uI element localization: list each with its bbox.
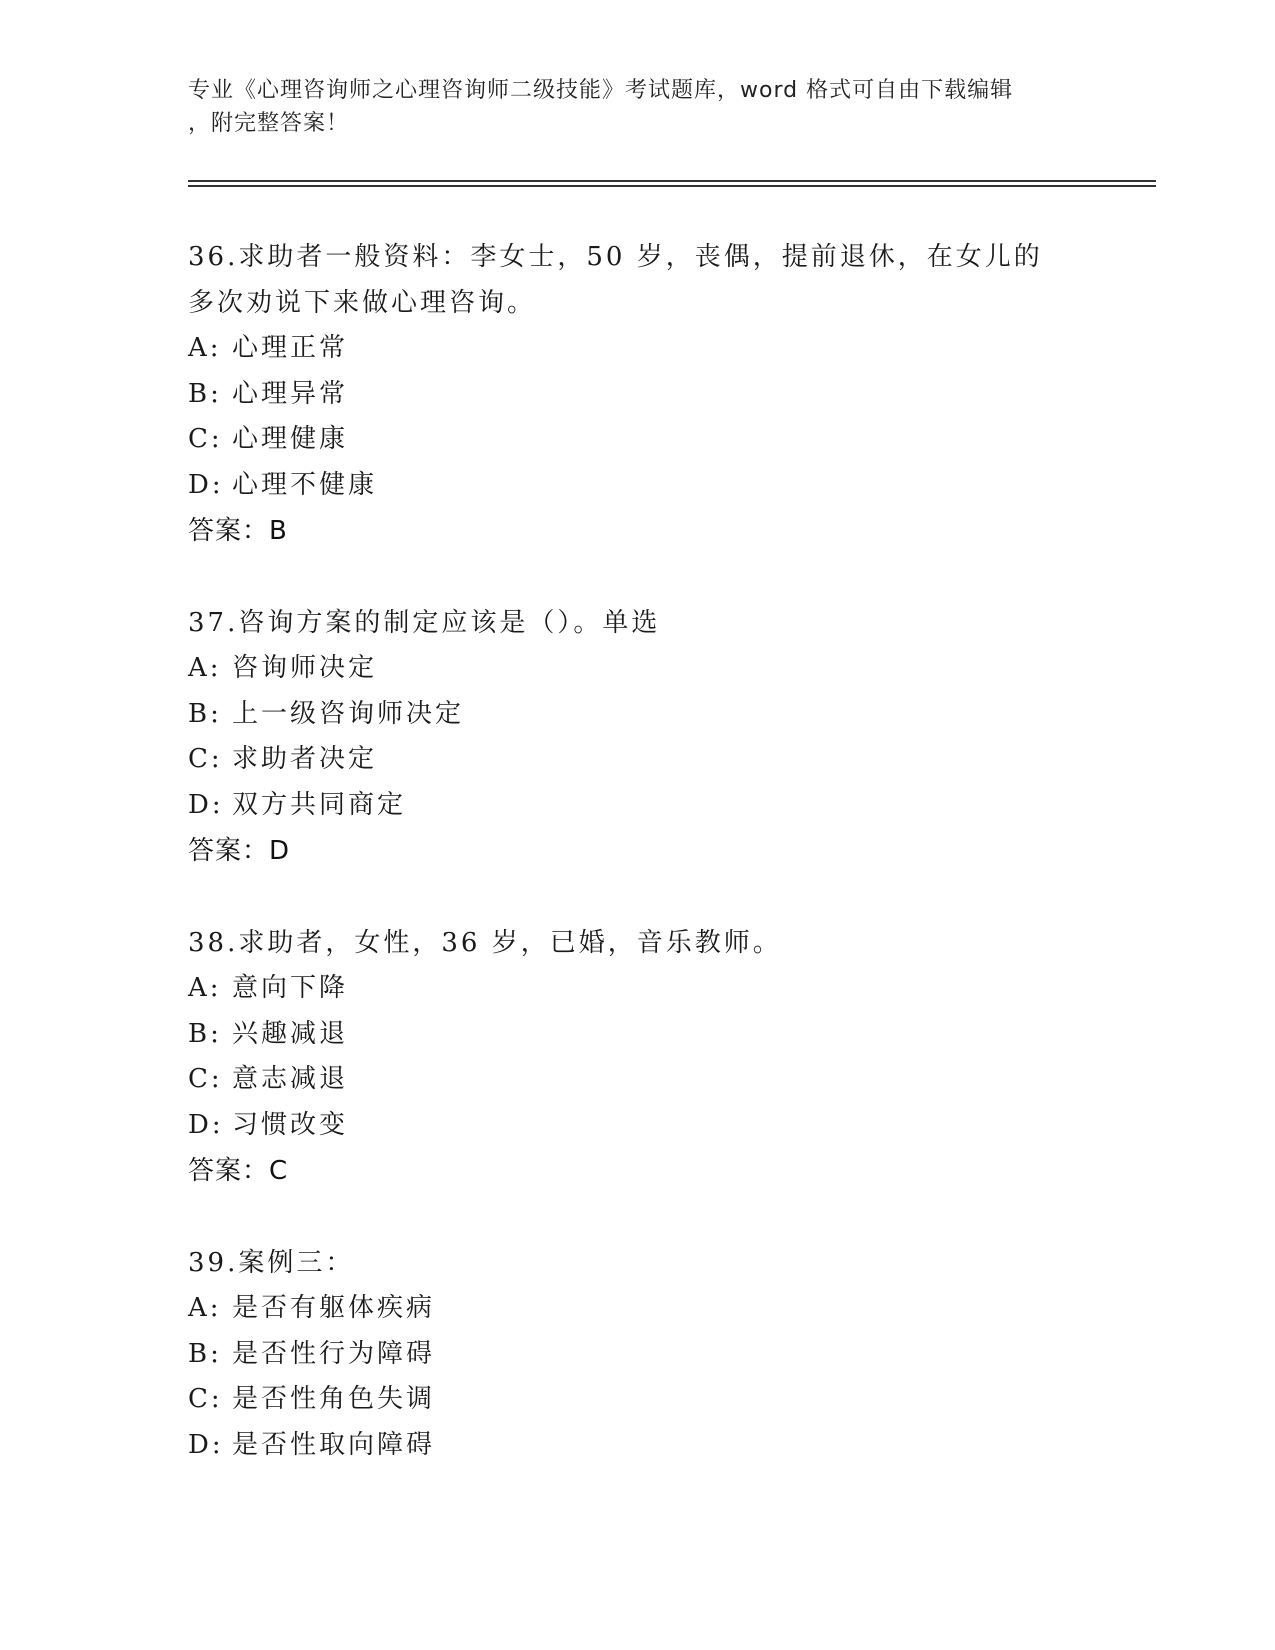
answer-label: 答案：: [188, 836, 270, 866]
option-text: 是否性取向障碍: [232, 1429, 436, 1460]
option-text: 是否性行为障碍: [232, 1338, 436, 1369]
question-39: [188, 1240, 1088, 1468]
option-letter: A:: [188, 653, 222, 683]
option-text: 双方共同商定: [232, 789, 407, 820]
option-letter: B:: [188, 1018, 222, 1049]
answer-line: [188, 828, 1088, 874]
option-letter: D:: [188, 789, 224, 820]
option-d: [188, 463, 1088, 509]
option-c: [188, 1057, 1088, 1103]
option-d: [188, 1423, 1088, 1469]
option-letter: C:: [188, 424, 223, 454]
option-d: [188, 783, 1088, 829]
option-text: 是否有躯体疾病: [232, 1293, 436, 1323]
option-letter: C:: [188, 744, 223, 774]
option-text: 意志减退: [232, 1064, 349, 1094]
option-b: [188, 692, 1088, 738]
option-text: 习惯改变: [232, 1109, 349, 1140]
option-a: [188, 1286, 1088, 1332]
option-text: 求助者决定: [232, 744, 378, 774]
option-text: 兴趣减退: [232, 1018, 349, 1049]
question-stem: 39.案例三：: [188, 1248, 355, 1278]
question-stem: 38.求助者，女性，36 岁，已婚，音乐教师。: [188, 928, 782, 958]
answer-value: D: [269, 836, 291, 866]
option-letter: C:: [188, 1064, 223, 1094]
option-b: [188, 372, 1088, 418]
option-letter: A:: [188, 1293, 222, 1323]
option-letter: B:: [188, 1338, 222, 1369]
option-c: [188, 417, 1088, 463]
question-stem: 37.咨询方案的制定应该是（）。单选: [188, 608, 661, 638]
option-letter: C:: [188, 1384, 223, 1414]
option-c: [188, 1377, 1088, 1423]
question-37: [188, 600, 1088, 874]
option-letter: A:: [188, 333, 222, 363]
option-text: 咨询师决定: [232, 653, 378, 683]
option-c: [188, 737, 1088, 783]
option-letter: A:: [188, 973, 222, 1003]
option-a: [188, 966, 1088, 1012]
answer-value: B: [269, 516, 288, 546]
answer-label: 答案：: [188, 1156, 270, 1186]
option-text: 是否性角色失调: [232, 1384, 436, 1414]
question-38: [188, 920, 1088, 1194]
header-line-2: ，附完整答案！: [188, 111, 350, 136]
option-text: 心理正常: [232, 333, 349, 363]
answer-value: C: [269, 1156, 289, 1186]
option-a: [188, 326, 1088, 372]
answer-label: 答案：: [188, 516, 270, 546]
option-b: [188, 1332, 1088, 1378]
header-divider-bottom: [188, 185, 1156, 187]
header-line-1: 专业《心理咨询师之心理咨询师二级技能》考试题库，word 格式可自由下载编辑: [188, 78, 1014, 103]
option-text: 意向下降: [232, 973, 349, 1003]
answer-line: [188, 1148, 1088, 1194]
option-letter: D:: [188, 1109, 224, 1140]
question-stem: 36.求助者一般资料：李女士，50 岁，丧偶，提前退休，在女儿的多次劝说下来做心理咨询。: [188, 242, 1043, 318]
option-text: 心理异常: [232, 378, 349, 409]
option-letter: D:: [188, 1429, 224, 1460]
option-d: [188, 1103, 1088, 1149]
option-a: [188, 646, 1088, 692]
header-divider-top: [188, 180, 1156, 182]
option-letter: B:: [188, 378, 222, 409]
option-text: 心理不健康: [232, 469, 378, 500]
option-letter: D:: [188, 469, 224, 500]
option-text: 上一级咨询师决定: [232, 698, 465, 729]
answer-line: [188, 508, 1088, 554]
option-letter: B:: [188, 698, 222, 729]
question-36: [188, 234, 1088, 554]
option-b: [188, 1012, 1088, 1058]
document-header: [188, 74, 1068, 140]
option-text: 心理健康: [232, 424, 349, 454]
